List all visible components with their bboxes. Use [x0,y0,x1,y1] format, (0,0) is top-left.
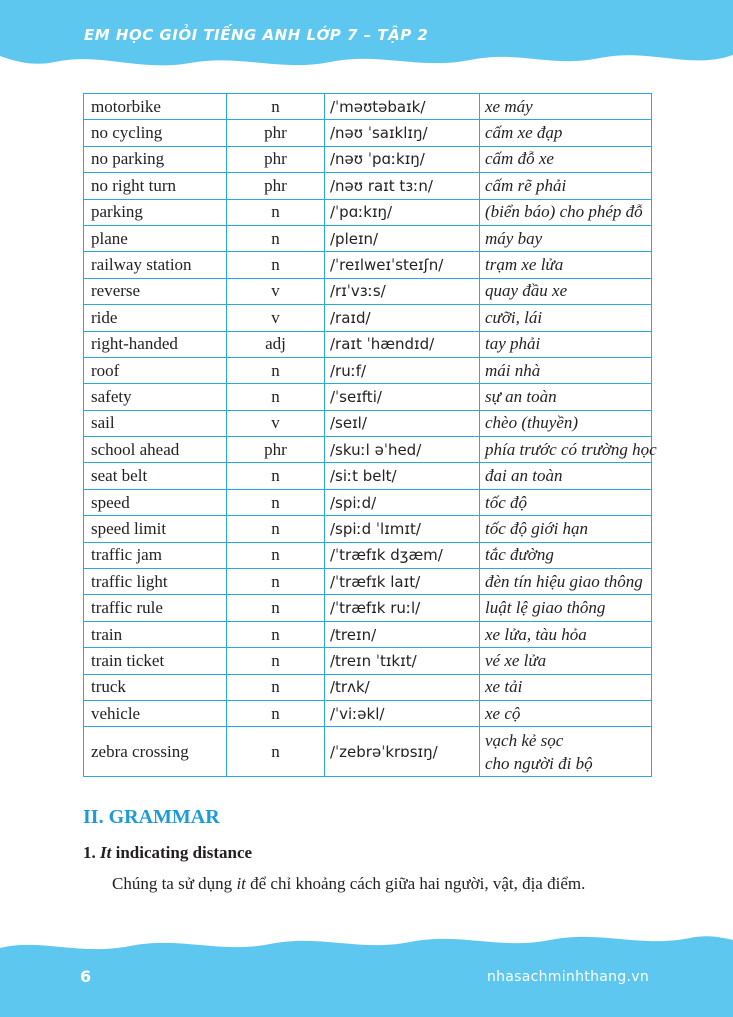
vocab-meaning [480,595,652,621]
vocab-word-type: phr [227,173,325,199]
vocab-meaning [480,463,652,489]
vocab-row [84,648,652,674]
vocab-meaning [480,674,652,700]
vocab-word: railway station [84,252,227,278]
vocab-row [84,437,652,463]
vocab-meaning-line: vé xe lửa [485,650,547,670]
vocab-pronunciation: /nəʊ ˈsaɪklɪŋ/ [325,120,480,146]
vocab-word-type: n [227,489,325,515]
vocab-meaning-line: sự an toàn [485,386,557,406]
vocab-meaning [480,331,652,357]
vocab-word-type: v [227,305,325,331]
vocab-word-type: v [227,278,325,304]
vocab-meaning-line: phía trước có trường học [485,439,657,459]
vocab-meaning-line: xe cộ [485,703,521,723]
vocab-word-type: phr [227,146,325,172]
vocab-meaning-line: luật lệ giao thông [485,598,606,618]
vocab-meaning-line: vạch kẻ sọc [485,730,564,750]
vocab-meaning-line: cho người đi bộ [485,753,593,773]
vocab-meaning [480,542,652,568]
vocab-meaning [480,278,652,304]
vocab-word-type: n [227,700,325,726]
vocab-pronunciation: /ˈməʊtəbaɪk/ [325,94,480,120]
vocab-meaning-line: tay phải [485,334,541,354]
vocab-pronunciation: /spiːd ˈlɪmɪt/ [325,516,480,542]
vocab-word-type: n [227,225,325,251]
vocab-meaning-line: tốc độ [485,492,528,512]
vocab-row [84,621,652,647]
vocab-meaning [480,357,652,383]
vocab-meaning [480,569,652,595]
vocab-word-type: n [227,94,325,120]
vocab-pronunciation: /treɪn/ [325,621,480,647]
vocab-meaning-line: đèn tín hiệu giao thông [485,571,643,591]
explanation-start: Chúng ta sử dụng [112,874,233,893]
vocab-meaning-line: tốc độ giới hạn [485,518,589,538]
vocab-row [84,569,652,595]
vocab-meaning-line: cấm xe đạp [485,123,563,143]
vocab-meaning [480,146,652,172]
vocab-word: parking [84,199,227,225]
vocab-pronunciation: /ˈreɪlweɪˈsteɪʃn/ [325,252,480,278]
vocab-word: traffic light [84,569,227,595]
vocab-meaning-line: máy bay [485,228,543,248]
vocab-word: traffic jam [84,542,227,568]
publisher-website[interactable]: nhasachminhthang.vn [486,969,649,985]
vocab-word-type: n [227,648,325,674]
vocab-word: seat belt [84,463,227,489]
vocab-pronunciation: /ruːf/ [325,357,480,383]
vocab-word: train ticket [84,648,227,674]
vocab-word: speed limit [84,516,227,542]
vocab-meaning-line: xe lửa, tàu hỏa [485,624,587,644]
vocab-pronunciation: /ˈtræfɪk dʒæm/ [325,542,480,568]
vocab-row [84,727,652,777]
vocab-word: motorbike [84,94,227,120]
vocab-row [84,516,652,542]
vocab-row [84,700,652,726]
vocab-meaning [480,700,652,726]
vocab-row [84,252,652,278]
vocab-word: reverse [84,278,227,304]
vocab-meaning [480,305,652,331]
vocab-word: no parking [84,146,227,172]
vocab-word: traffic rule [84,595,227,621]
explanation-italic-word: it [236,874,246,893]
vocab-word-type: n [227,252,325,278]
vocab-meaning [480,225,652,251]
vocab-row [84,278,652,304]
vocab-word: school ahead [84,437,227,463]
vocab-word-type: n [227,674,325,700]
vocab-word: no cycling [84,120,227,146]
vocab-meaning-line: quay đầu xe [485,281,568,301]
vocab-meaning [480,94,652,120]
vocab-row [84,384,652,410]
vocab-word: roof [84,357,227,383]
vocab-word-type: n [227,516,325,542]
vocab-meaning-line: cấm đỗ xe [485,149,554,169]
page-number: 6 [80,967,92,986]
vocab-row [84,199,652,225]
vocab-meaning [480,173,652,199]
vocab-pronunciation: /spiːd/ [325,489,480,515]
vocab-pronunciation: /ˈseɪfti/ [325,384,480,410]
vocab-word: speed [84,489,227,515]
vocab-word-type: v [227,410,325,436]
vocab-word: sail [84,410,227,436]
vocab-word: no right turn [84,173,227,199]
vocab-row [84,357,652,383]
vocab-row [84,595,652,621]
vocab-word-type: n [227,621,325,647]
vocab-pronunciation: /siːt belt/ [325,463,480,489]
vocab-word: truck [84,674,227,700]
vocab-meaning [480,621,652,647]
vocab-row [84,173,652,199]
vocab-meaning-line: chèo (thuyền) [485,413,578,433]
vocab-word: vehicle [84,700,227,726]
vocab-row [84,331,652,357]
vocab-row [84,120,652,146]
vocab-pronunciation: /ˈzebrəˈkrɒsɪŋ/ [325,727,480,777]
vocab-row [84,305,652,331]
vocab-word-type: n [227,542,325,568]
explanation-end: để chỉ khoảng cách giữa hai người, vật, địa điểm. [250,874,586,893]
vocab-meaning-line: trạm xe lửa [485,255,564,275]
vocab-meaning [480,516,652,542]
grammar-subheading [83,843,252,863]
vocab-word-type: n [227,199,325,225]
vocab-pronunciation: /ˈpɑːkɪŋ/ [325,199,480,225]
vocab-row [84,674,652,700]
grammar-heading: II. GRAMMAR [83,806,220,828]
vocab-pronunciation: /nəʊ raɪt tɜːn/ [325,173,480,199]
vocab-meaning [480,384,652,410]
vocab-row [84,463,652,489]
vocab-pronunciation: /ˈtræfɪk laɪt/ [325,569,480,595]
vocab-row [84,94,652,120]
vocab-pronunciation: /raɪt ˈhændɪd/ [325,331,480,357]
vocab-word-type: adj [227,331,325,357]
vocab-meaning-line: xe máy [485,96,533,116]
vocab-word-type: n [227,384,325,410]
vocab-row [84,225,652,251]
vocab-meaning [480,437,657,463]
vocab-word: plane [84,225,227,251]
vocab-row [84,410,652,436]
vocab-word: ride [84,305,227,331]
vocab-meaning-line: cấm rẽ phải [485,175,567,195]
vocab-meaning [480,410,652,436]
subheading-italic-word: It [100,843,112,862]
vocab-meaning [480,648,652,674]
vocab-pronunciation: /ˈviːəkl/ [325,700,480,726]
vocab-row [84,542,652,568]
vocab-pronunciation: /seɪl/ [325,410,480,436]
vocab-meaning-line: (biển báo) cho phép đỗ [485,202,643,222]
vocab-pronunciation: /rɪˈvɜːs/ [325,278,480,304]
vocab-word-type: n [227,569,325,595]
vocab-pronunciation: /treɪn ˈtɪkɪt/ [325,648,480,674]
vocab-meaning [480,489,652,515]
grammar-explanation [112,874,585,894]
vocab-meaning [480,120,652,146]
vocab-word-type: phr [227,120,325,146]
vocab-meaning-line: mái nhà [485,360,541,380]
vocab-meaning-line: đai an toàn [485,466,563,486]
vocabulary-table-body [84,94,657,777]
vocab-word-type: n [227,727,325,777]
vocabulary-table [83,93,657,777]
vocab-word: right-handed [84,331,227,357]
vocab-meaning-line: xe tải [485,677,523,697]
vocab-pronunciation: /raɪd/ [325,305,480,331]
vocab-word-type: phr [227,437,325,463]
vocab-row [84,146,652,172]
book-title: EM HỌC GIỎI TIẾNG ANH LỚP 7 – TẬP 2 [84,26,429,44]
vocab-pronunciation: /skuːl əˈhed/ [325,437,480,463]
vocab-word-type: n [227,595,325,621]
vocab-word: zebra crossing [84,727,227,777]
vocab-word-type: n [227,357,325,383]
vocab-pronunciation: /trʌk/ [325,674,480,700]
vocab-pronunciation: /pleɪn/ [325,225,480,251]
vocab-pronunciation: /nəʊ ˈpɑːkɪŋ/ [325,146,480,172]
vocab-meaning [480,252,652,278]
vocab-pronunciation: /ˈtræfɪk ruːl/ [325,595,480,621]
subheading-text: indicating distance [115,843,253,862]
vocab-word: safety [84,384,227,410]
vocab-meaning [480,199,652,225]
subheading-number: 1. [83,843,96,862]
vocab-meaning [480,727,652,777]
vocab-word: train [84,621,227,647]
vocab-meaning-line: tắc đường [485,545,554,565]
vocab-meaning-line: cưỡi, lái [485,307,543,327]
vocab-row [84,489,652,515]
vocab-word-type: n [227,463,325,489]
